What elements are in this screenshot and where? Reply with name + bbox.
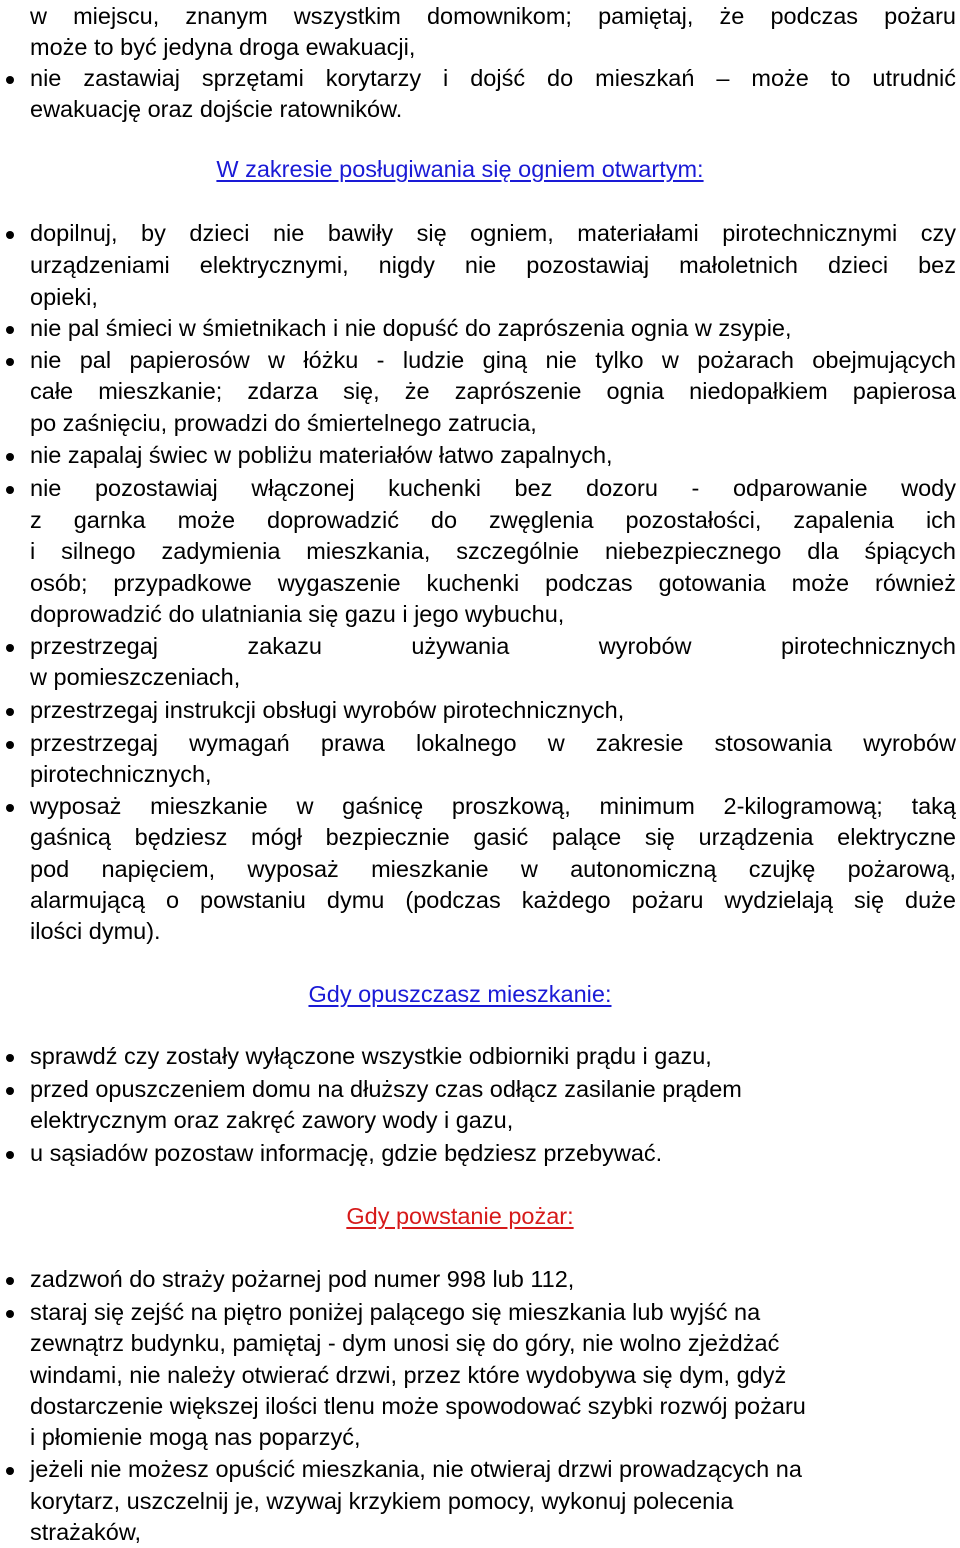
text-line: z garnka może doprowadzić do zwęglenia pozostałości, zapalenia ich — [30, 507, 956, 533]
bullet-icon — [6, 453, 14, 461]
text-line: nie pozostawiaj włączonej kuchenki bez dozoru - odparowanie wody — [30, 475, 956, 501]
text-line: pirotechnicznych, — [30, 761, 212, 787]
bullet-icon — [6, 804, 14, 812]
text-line: u sąsiadów pozostaw informację, gdzie będziesz przebywać. — [30, 1140, 663, 1166]
bullet-icon — [6, 1467, 14, 1475]
text-line: i płomienie mogą nas poparzyć, — [30, 1424, 361, 1450]
text-line: nie pal papierosów w łóżku - ludzie giną nie tylko w pożarach obejmujących — [30, 347, 956, 373]
text-line: ewakuację oraz dojście ratowników. — [30, 96, 403, 122]
text-line: zadzwoń do straży pożarnej pod numer 998 lub 112, — [30, 1266, 575, 1292]
bullet-icon — [6, 1151, 14, 1159]
text-line: strażaków, — [30, 1519, 142, 1545]
text-line: i silnego zadymienia mieszkania, szczególnie niebezpiecznego dla śpiących — [30, 538, 956, 564]
text-line: opieki, — [30, 284, 98, 310]
bullet-icon — [6, 1310, 14, 1318]
bullet-icon — [6, 708, 14, 716]
text-line: całe mieszkanie; zdarza się, że zaprószenie ognia niedopałkiem papierosa — [30, 378, 956, 404]
text-line: staraj się zejść na piętro poniżej palącego się mieszkania lub wyjść na — [30, 1299, 761, 1325]
bullet-icon — [6, 76, 14, 84]
text-line: nie pal śmieci w śmietnikach i nie dopuść do zaprószenia ognia w zsypie, — [30, 315, 792, 341]
text-line: windami, nie należy otwierać drzwi, przez które wydobywa się dym, gdyż — [30, 1362, 787, 1388]
text-line: alarmującą o powstaniu dymu (podczas każdego pożaru wydzielają się duże — [30, 887, 956, 913]
bullet-icon — [6, 358, 14, 366]
text-line: wyposaż mieszkanie w gaśnicę proszkową, minimum 2-kilogramową; taką — [30, 793, 956, 819]
bullet-icon — [6, 326, 14, 334]
bullet-icon — [6, 231, 14, 239]
text-line: gaśnicą będziesz mógł bezpiecznie gasić palące się urządzenia elektryczne — [30, 824, 956, 850]
text-line: sprawdź czy zostały wyłączone wszystkie odbiorniki prądu i gazu, — [30, 1043, 712, 1069]
text-line: dostarczenie większej ilości tlenu może spowodować szybki rozwój pożaru — [30, 1393, 806, 1419]
text-line: pod napięciem, wyposaż mieszkanie w autonomiczną czujkę pożarową, — [30, 856, 956, 882]
text-line: przestrzegaj zakazu używania wyrobów pirotechnicznych — [30, 633, 956, 659]
text-line: przestrzegaj wymagań prawa lokalnego w zakresie stosowania wyrobów — [30, 730, 956, 756]
bullet-icon — [6, 1087, 14, 1095]
bullet-icon — [6, 1054, 14, 1062]
text-line: dopilnuj, by dzieci nie bawiły się ogniem, materiałami pirotechnicznymi czy — [30, 220, 956, 246]
section-heading: W zakresie posługiwania się ogniem otwartym: — [216, 156, 704, 182]
text-line: ilości dymu). — [30, 918, 161, 944]
text-line: doprowadzić do ulatniania się gazu i jego wybuchu, — [30, 601, 565, 627]
section-heading: Gdy opuszczasz mieszkanie: — [308, 981, 612, 1007]
text-line: elektrycznym oraz zakręć zawory wody i gazu, — [30, 1107, 514, 1133]
text-line: korytarz, uszczelnij je, wzywaj krzykiem pomocy, wykonuj polecenia — [30, 1488, 734, 1514]
text-line: w miejscu, znanym wszystkim domownikom; pamiętaj, że podczas pożaru — [30, 3, 956, 29]
text-line: po zaśnięciu, prowadzi do śmiertelnego zatrucia, — [30, 410, 537, 436]
bullet-icon — [6, 486, 14, 494]
text-line: w pomieszczeniach, — [30, 664, 241, 690]
text-line: nie zastawiaj sprzętami korytarzy i dojść do mieszkań – może to utrudnić — [30, 65, 956, 91]
bullet-icon — [6, 1277, 14, 1285]
text-line: przestrzegaj instrukcji obsługi wyrobów pirotechnicznych, — [30, 697, 625, 723]
text-line: przed opuszczeniem domu na dłuższy czas odłącz zasilanie prądem — [30, 1076, 742, 1102]
section-heading: Gdy powstanie pożar: — [346, 1203, 574, 1229]
text-line: nie zapalaj świec w pobliżu materiałów łatwo zapalnych, — [30, 442, 613, 468]
bullet-icon — [6, 644, 14, 652]
text-line: osób; przypadkowe wygaszenie kuchenki podczas gotowania może również — [30, 570, 956, 596]
text-line: może to być jedyna droga ewakuacji, — [30, 34, 416, 60]
text-line: urządzeniami elektrycznymi, nigdy nie pozostawiaj małoletnich dzieci bez — [30, 252, 956, 278]
text-line: jeżeli nie możesz opuścić mieszkania, nie otwieraj drzwi prowadzących na — [30, 1456, 802, 1482]
text-line: zewnątrz budynku, pamiętaj - dym unosi się do góry, nie wolno zjeżdżać — [30, 1330, 780, 1356]
bullet-icon — [6, 741, 14, 749]
